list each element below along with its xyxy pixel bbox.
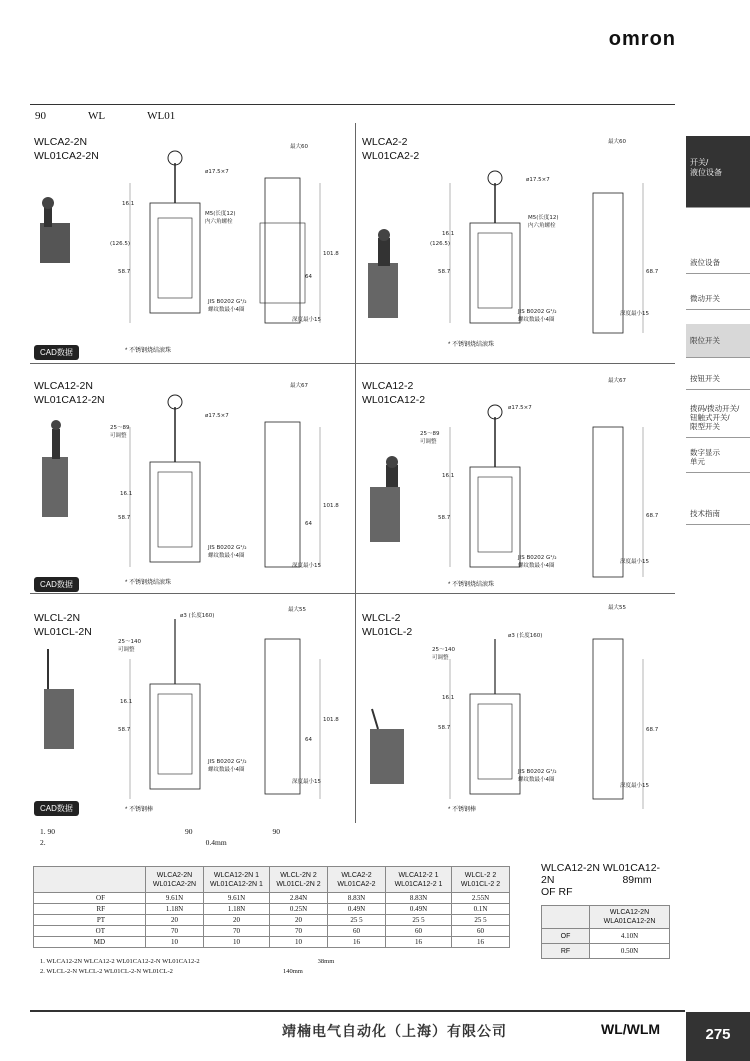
note-1b: 90 (185, 827, 193, 836)
svg-text:螺纹数最小4圈: 螺纹数最小4圈 (518, 777, 555, 783)
svg-text:ø17.5×7: ø17.5×7 (205, 413, 229, 419)
svg-text:深度最小15: 深度最小15 (292, 317, 321, 323)
svg-text:深度最小15: 深度最小15 (292, 563, 321, 569)
drawing-cell-2 (358, 123, 678, 355)
model-a: WLCL-2 (362, 612, 401, 624)
svg-text:58.7: 58.7 (118, 515, 131, 521)
model-a: WLCA12-2 (362, 380, 414, 392)
dimension-drawing (358, 367, 678, 599)
model-a: WLCL-2N (34, 612, 81, 624)
svg-text:最大60: 最大60 (608, 139, 626, 145)
spec-header-row (34, 867, 510, 893)
footer-model: WL/WLM (601, 1021, 661, 1037)
note-2a: 2. (40, 838, 46, 847)
drawing-cell-1 (30, 123, 350, 355)
svg-text:最大55: 最大55 (608, 605, 626, 611)
svg-text:25～140: 25～140 (432, 647, 455, 653)
svg-text:可调整: 可调整 (420, 439, 437, 445)
table-note-1r: 38mm (317, 958, 335, 965)
cell-note: * 不锈钢棒 (448, 807, 477, 813)
bottom-rule (30, 1010, 685, 1012)
note-2b: 0.4mm (205, 838, 227, 847)
dimension-drawing (30, 367, 350, 599)
spec-col-header: WLCA12-2 1 WL01CA12-2 1 (386, 867, 452, 893)
cell-note: * 不锈钢烧结滚珠 (125, 580, 172, 586)
footer-company: 靖楠电气自动化（上海）有限公司 (282, 1023, 507, 1039)
svg-text:螺纹数最小4圈: 螺纹数最小4圈 (208, 767, 245, 773)
svg-text:M5(长度12): M5(长度12) (205, 211, 236, 217)
svg-text:可调整: 可调整 (432, 655, 449, 661)
section-num: 90 (35, 110, 46, 122)
svg-text:JIS B0202 G¹/₂: JIS B0202 G¹/₂ (208, 299, 247, 305)
svg-text:101.8: 101.8 (323, 251, 339, 257)
spec-table (33, 866, 510, 948)
svg-text:螺纹数最小4圈: 螺纹数最小4圈 (518, 317, 555, 323)
right-note-line-3: OF RF (541, 886, 573, 898)
svg-text:最大60: 最大60 (290, 144, 308, 150)
model-a: WLCA12-2N (34, 380, 93, 392)
svg-text:最大67: 最大67 (608, 378, 626, 384)
svg-text:JIS B0202 G¹/₂: JIS B0202 G¹/₂ (518, 555, 557, 561)
force-row-rf: RF 0.50N (542, 944, 670, 959)
spec-row-md: MD 10 10 10 16 16 16 (34, 937, 510, 948)
note-1a: 1. 90 (40, 827, 55, 836)
model-b: WL01CA12-2 (362, 394, 426, 406)
svg-text:JIS B0202 G¹/₂: JIS B0202 G¹/₂ (208, 545, 247, 551)
drawing-notes (40, 826, 280, 848)
svg-text:可调整: 可调整 (118, 647, 135, 653)
svg-text:68.7: 68.7 (646, 727, 659, 733)
svg-text:ø17.5×7: ø17.5×7 (526, 177, 550, 183)
svg-text:58.7: 58.7 (118, 727, 131, 733)
svg-text:(126.5): (126.5) (430, 241, 451, 247)
spec-col-header: WLCA2-2N WL01CA2-2N (146, 867, 204, 893)
omron-logo: omron (608, 28, 676, 50)
section-wl: WL (88, 110, 106, 122)
svg-text:ø3 (长度160): ø3 (长度160) (180, 613, 215, 619)
svg-text:深度最小15: 深度最小15 (292, 779, 321, 785)
nav-level-device[interactable]: 液位设备 (686, 252, 750, 274)
table-note-2: 2. WLCL-2-N WLCL-2 WL01CL-2-N WL01CL-2 (40, 968, 173, 975)
table-note-1: 1. WLCA12-2N WLCA12-2 WL01CA12-2-N WL01CA12-2 (40, 958, 200, 965)
svg-text:最大55: 最大55 (288, 607, 306, 613)
force-row-of: OF 4.10N (542, 929, 670, 944)
note-1c: 90 (272, 827, 280, 836)
drawing-cell-4 (358, 367, 678, 599)
dimension-drawing (358, 123, 678, 355)
table-note-2r: 140mm (282, 968, 303, 975)
model-b: WL01CA2-2 (362, 150, 420, 162)
nav-micro-switch[interactable]: 微动开关 (686, 288, 750, 310)
spec-col-header: WLCA2-2 WL01CA2-2 (328, 867, 386, 893)
svg-text:16.1: 16.1 (122, 201, 135, 207)
nav-toggle-switch[interactable]: 拨码/拨动开关/ 钮触式开关/ 限型开关 (686, 398, 750, 438)
nav-limit-switch[interactable]: 限位开关 (686, 324, 750, 358)
svg-text:螺纹数最小4圈: 螺纹数最小4圈 (208, 307, 245, 313)
model-b: WL01CL-2 (362, 626, 413, 638)
spec-row-ot: OT 70 70 70 60 60 60 (34, 926, 510, 937)
svg-text:ø3 (长度160): ø3 (长度160) (508, 633, 543, 639)
nav-switch-level[interactable]: 开关/ 液位设备 (686, 136, 750, 208)
svg-text:M5(长度12): M5(长度12) (528, 215, 559, 221)
svg-text:深度最小15: 深度最小15 (620, 559, 649, 565)
cad-data-badge[interactable]: CAD数据 (34, 577, 79, 592)
svg-text:16.1: 16.1 (120, 491, 133, 497)
grid-divider-1 (30, 363, 675, 364)
svg-text:螺纹数最小4圈: 螺纹数最小4圈 (208, 553, 245, 559)
nav-tech-guide[interactable]: 技术指南 (686, 503, 750, 525)
right-note (541, 862, 660, 898)
svg-text:螺纹数最小4圈: 螺纹数最小4圈 (518, 563, 555, 569)
svg-text:JIS B0202 G¹/₂: JIS B0202 G¹/₂ (518, 309, 557, 315)
svg-text:深度最小15: 深度最小15 (620, 783, 649, 789)
svg-text:58.7: 58.7 (118, 269, 131, 275)
drawing-cell-6 (358, 599, 678, 831)
spec-row-pt: PT 20 20 20 25 5 25 5 25 5 (34, 915, 510, 926)
cell-note: * 不锈钢烧结滚珠 (448, 342, 495, 348)
dimension-drawing (30, 599, 350, 831)
svg-text:58.7: 58.7 (438, 269, 451, 275)
svg-text:25～89: 25～89 (420, 431, 440, 437)
spec-row-rf: RF 1.18N 1.18N 0.25N 0.49N 0.49N 0.1N (34, 904, 510, 915)
cell-note: * 不锈钢棒 (125, 807, 154, 813)
drawing-grid (30, 123, 675, 823)
section-title (35, 110, 217, 122)
right-note-line-2: 2N (541, 874, 555, 886)
cad-data-badge[interactable]: CAD数据 (34, 345, 79, 360)
spec-col-header: WLCL-2N 2 WL01CL-2N 2 (270, 867, 328, 893)
top-rule (30, 104, 675, 105)
nav-digital-display[interactable]: 数字显示 单元 (686, 442, 750, 473)
svg-text:64: 64 (305, 737, 312, 743)
drawing-cell-5 (30, 599, 350, 831)
svg-text:64: 64 (305, 521, 312, 527)
svg-text:ø17.5×7: ø17.5×7 (205, 169, 229, 175)
right-note-line-1: WLCA12-2N WL01CA12- (541, 862, 661, 874)
spec-col-header: WLCA12-2N 1 WL01CA12-2N 1 (204, 867, 270, 893)
model-b: WL01CA2-2N (34, 150, 99, 162)
svg-text:25～89: 25～89 (110, 425, 130, 431)
svg-text:可调整: 可调整 (110, 433, 127, 439)
svg-text:101.8: 101.8 (323, 717, 339, 723)
model-a: WLCA2-2 (362, 136, 408, 148)
svg-text:16.1: 16.1 (442, 695, 455, 701)
nav-button-switch[interactable]: 按钮开关 (686, 368, 750, 390)
force-header-row: WLCA12-2N WLA01CA12-2N (542, 906, 670, 929)
svg-text:16.1: 16.1 (442, 231, 455, 237)
cell-note: * 不锈钢烧结滚珠 (448, 582, 495, 588)
svg-text:深度最小15: 深度最小15 (620, 311, 649, 317)
svg-text:JIS B0202 G¹/₂: JIS B0202 G¹/₂ (518, 769, 557, 775)
svg-text:64: 64 (305, 274, 312, 280)
svg-text:101.8: 101.8 (323, 503, 339, 509)
svg-text:ø17.5×7: ø17.5×7 (508, 405, 532, 411)
svg-text:最大67: 最大67 (290, 383, 308, 389)
model-a: WLCA2-2N (34, 136, 88, 148)
svg-text:(126.5): (126.5) (110, 241, 131, 247)
spec-corner (34, 867, 146, 893)
svg-text:内六角螺栓: 内六角螺栓 (205, 219, 233, 225)
spec-row-of: OF 9.61N 9.61N 2.84N 8.83N 8.83N 2.55N (34, 893, 510, 904)
svg-text:68.7: 68.7 (646, 513, 659, 519)
right-note-line-2r: 89mm (622, 874, 652, 886)
cell-note: * 不锈钢烧结滚珠 (125, 348, 172, 354)
model-b: WL01CA12-2N (34, 394, 105, 406)
svg-text:58.7: 58.7 (438, 725, 451, 731)
svg-text:内六角螺栓: 内六角螺栓 (528, 223, 556, 229)
svg-text:16.1: 16.1 (442, 473, 455, 479)
model-b: WL01CL-2N (34, 626, 92, 638)
grid-vertical-divider (355, 123, 356, 823)
force-table (541, 905, 670, 959)
svg-text:16.1: 16.1 (120, 699, 133, 705)
svg-text:58.7: 58.7 (438, 515, 451, 521)
spec-col-header: WLCL-2 2 WL01CL-2 2 (452, 867, 510, 893)
cad-data-badge[interactable]: CAD数据 (34, 801, 79, 816)
dimension-drawing (30, 123, 350, 355)
drawing-cell-3 (30, 367, 350, 599)
page-number: 275 (686, 1012, 750, 1061)
side-nav (686, 136, 750, 525)
dimension-drawing (358, 599, 678, 831)
table-notes (40, 957, 334, 977)
svg-text:JIS B0202 G¹/₂: JIS B0202 G¹/₂ (208, 759, 247, 765)
section-wl01: WL01 (147, 110, 176, 122)
svg-text:68.7: 68.7 (646, 269, 659, 275)
svg-text:25～140: 25～140 (118, 639, 141, 645)
